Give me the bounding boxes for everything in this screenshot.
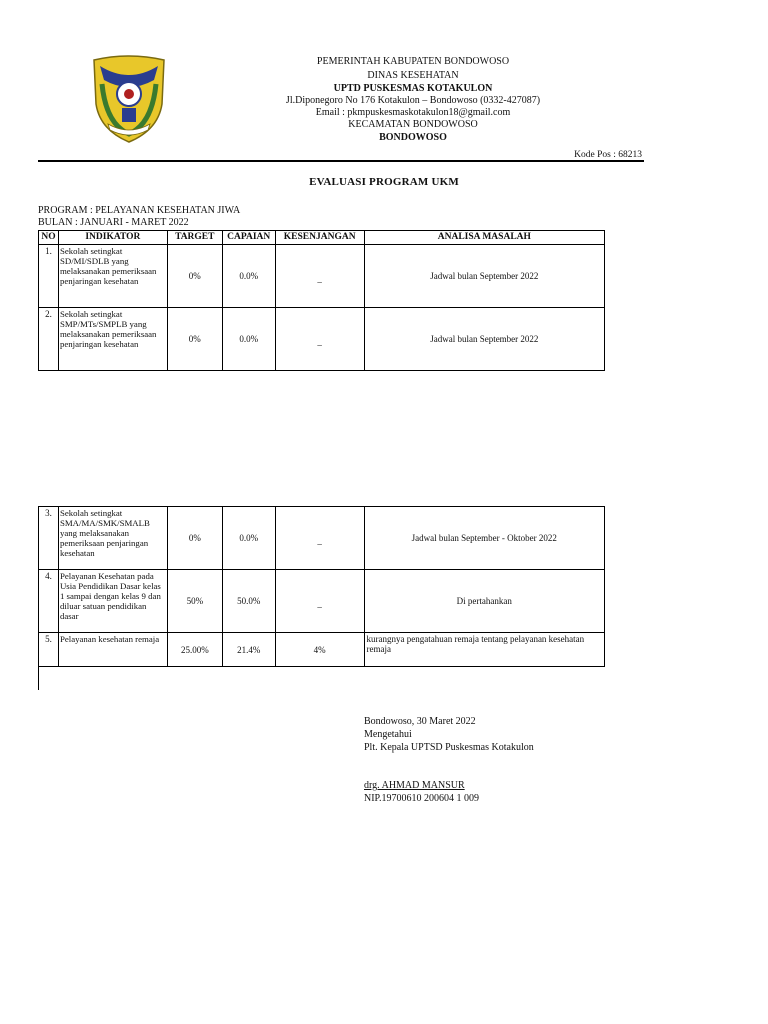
row-no: 2.	[39, 308, 59, 371]
signature-place-date: Bondowoso, 30 Maret 2022	[364, 716, 476, 727]
letterhead-line-government: PEMERINTAH KABUPATEN BONDOWOSO	[316, 56, 510, 67]
evaluation-table	[38, 230, 605, 371]
letterhead-line-address: Jl.Diponegoro No 176 Kotakulon – Bondowoso (0332-427087)	[285, 94, 541, 106]
letterhead-line-institution: UPTD PUSKESMAS KOTAKULON	[333, 82, 493, 94]
row-capaian: 0.0%	[222, 308, 275, 371]
row-no: 4.	[39, 570, 59, 633]
postal-code: Kode Pos : 68213	[574, 150, 642, 160]
row-capaian: 0.0%	[222, 507, 275, 570]
row-capaian: 50.0%	[222, 570, 275, 633]
row-target: 0%	[167, 308, 222, 371]
row-no: 5.	[39, 633, 59, 667]
row-kesenjangan: _	[275, 507, 364, 570]
program-label: PROGRAM : PELAYANAN KESEHATAN JIWA	[38, 205, 241, 216]
signatory-name	[364, 780, 465, 793]
table-row	[39, 570, 605, 633]
signature-acknowledged: Mengetahui	[364, 729, 412, 740]
bondowoso-emblem-logo	[88, 54, 170, 144]
document-title: EVALUASI PROGRAM UKM	[309, 176, 459, 188]
header-analisa: ANALISA MASALAH	[364, 231, 604, 245]
row-no: 1.	[39, 245, 59, 308]
header-target: TARGET	[167, 231, 222, 245]
evaluation-table-continued	[38, 506, 605, 667]
row-analisa: Di pertahankan	[364, 570, 604, 633]
header-indikator: INDIKATOR	[58, 231, 167, 245]
row-analisa: Jadwal bulan September - Oktober 2022	[364, 507, 604, 570]
letterhead-line-city: BONDOWOSO	[379, 131, 447, 143]
header-capaian: CAPAIAN	[222, 231, 275, 245]
letterhead-line-department: DINAS KESEHATAN	[367, 70, 459, 82]
row-indikator: Sekolah setingkat SD/MI/SDLB yang melaksanakan pemeriksaan penjaringan kesehatan	[58, 245, 167, 308]
signatory-name-text: drg. AHMAD MANSUR	[364, 780, 465, 791]
period-label: BULAN : JANUARI - MARET 2022	[38, 217, 189, 228]
letterhead-line-email: Email : pkmpuskesmaskotakulon18@gmail.com	[315, 107, 511, 119]
table-row	[39, 308, 605, 371]
row-no: 3.	[39, 507, 59, 570]
letterhead	[250, 56, 576, 144]
row-indikator: Sekolah setingkat SMA/MA/SMK/SMALB yang melaksanakan pemeriksaan penjaringan kesehatan	[58, 507, 167, 570]
row-indikator: Sekolah setingkat SMP/MTs/SMPLB yang melaksanakan pemeriksaan penjaringan kesehatan	[58, 308, 167, 371]
letterhead-divider	[38, 160, 644, 162]
row-kesenjangan: _	[275, 570, 364, 633]
row-target: 25.00%	[167, 633, 222, 667]
row-target: 0%	[167, 507, 222, 570]
table-row	[39, 245, 605, 308]
row-analisa: kurangnya pengatahuan remaja tentang pelayanan kesehatan remaja	[364, 633, 604, 667]
row-indikator: Pelayanan kesehatan remaja	[58, 633, 167, 667]
table-row	[39, 633, 605, 667]
row-kesenjangan: 4%	[275, 633, 364, 667]
row-analisa: Jadwal bulan September 2022	[364, 245, 604, 308]
signature-position: Plt. Kepala UPTSD Puskesmas Kotakulon	[364, 742, 534, 753]
table-header-row	[39, 231, 605, 245]
letterhead-line-district: KECAMATAN BONDOWOSO	[348, 119, 478, 131]
row-kesenjangan: _	[275, 308, 364, 371]
table-row	[39, 507, 605, 570]
table-left-border-extension	[38, 666, 39, 690]
header-no: NO	[39, 231, 59, 245]
row-capaian: 21.4%	[222, 633, 275, 667]
row-kesenjangan: _	[275, 245, 364, 308]
row-target: 0%	[167, 245, 222, 308]
row-indikator: Pelayanan Kesehatan pada Usia Pendidikan Dasar kelas 1 sampai dengan kelas 9 dan diluar satuan pendidikan dasar	[58, 570, 167, 633]
row-analisa: Jadwal bulan September 2022	[364, 308, 604, 371]
row-capaian: 0.0%	[222, 245, 275, 308]
signatory-nip: NIP.19700610 200604 1 009	[364, 793, 480, 804]
header-kesenjangan: KESENJANGAN	[275, 231, 364, 245]
row-target: 50%	[167, 570, 222, 633]
